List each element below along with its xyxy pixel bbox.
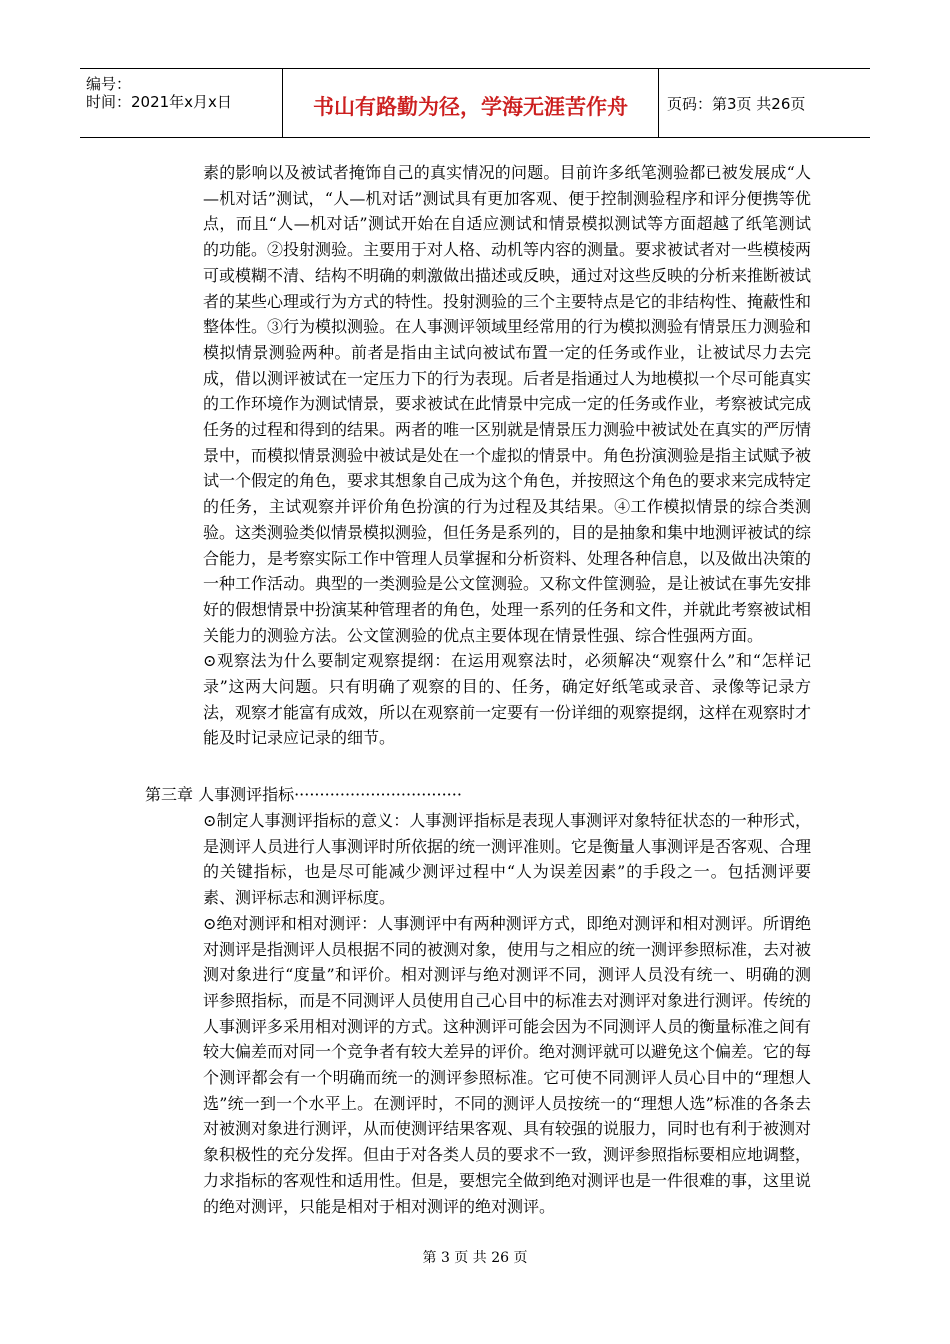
- header-page-label: 页码：第3页 共26页: [667, 95, 806, 113]
- chapter-heading: 第三章 人事测评指标·································: [145, 785, 462, 804]
- paragraph-test-methods: 素的影响以及被试者掩饰自己的真实情况的问题。目前许多纸笔测验都已被发展成“人—机对话”测试，“人—机对话”测试具有更加客观、便于控制测验程序和评分便携等优点，而且“人—机对话”测试开始在自适应测试和情景模拟测试等方面超越了纸笔测试的功能。②投射测验。主要用于对人格、动机等内容的测量。要求被试者对一些模棱两可或模糊不清、结构不明确的刺激做出描述或反映，通过对这些反映的分析来推断被试者的某些心理或行为方式的特性。投射测验的三个主要特点是它的非结构性、掩蔽性和整体性。③行为模拟测验。在人事测评领域里经常用的行为模拟测验有情景压力测验和模拟情景测验两种。前者是指由主试向被试布置一定的任务或作业，让被试尽力去完成，借以测评被试在一定压力下的行为表现。后者是指通过人为地模拟一个尽可能真实的工作环境作为测试情景，要求被试在此情景中完成一定的任务或作业，考察被试完成任务的过程和得到的结果。两者的唯一区别就是情景压力测验中被试处在真实的严厉情景中，而模拟情景测验中被试是处在一个虚拟的情景中。角色扮演测验是指主试赋予被试一个假定的角色，要求其想象自己成为这个角色，并按照这个角色的要求来完成特定的任务，主试观察并评价角色扮演的行为过程及其结果。④工作模拟情景的综合类测验。这类测验类似情景模拟测验，但任务是系列的，目的是抽象和集中地测评被试的综合能力，是考察实际工作中管理人员掌握和分析资料、处理各种信息，以及做出决策的一种工作活动。典型的一类测验是公文筐测验。又称文件筐测验，是让被试在事先安排好的假想情景中扮演某种管理者的角色，处理一系列的任务和文件，并就此考察被试相关能力的测验方法。公文筐测验的优点主要体现在情景性强、综合性强两方面。: [203, 163, 812, 645]
- header-motto-cell: [283, 69, 659, 137]
- header-time-label: 时间：2021年x月x日: [86, 93, 232, 111]
- header-number-label: 编号：: [86, 75, 132, 93]
- header-meta-cell: [80, 69, 283, 137]
- paragraph-absolute-relative: ⊙绝对测评和相对测评：人事测评中有两种测评方式，即绝对测评和相对测评。所谓绝对测评是指测评人员根据不同的被测对象，使用与之相应的统一测评参照标准，去对被测对象进行“度量”和评价。相对测评与绝对测评不同，测评人员没有统一、明确的测评参照指标，而是不同测评人员使用自己心目中的标准去对测评对象进行测评。传统的人事测评多采用相对测评的方式。这种测评可能会因为不同测评人员的衡量标准之间有较大偏差而对同一个竞争者有较大差异的评价。绝对测评就可以避免这个偏差。它的每个测评都会有一个明确而统一的测评参照标准。它可使不同测评人员心目中的“理想人选”统一到一个水平上。在测评时，不同的测评人员按统一的“理想人选”标准的各条去对被测对象进行测评，从而使测评结果客观、具有较强的说服力，同时也有利于被测对象积极性的充分发挥。但由于对各类人员的要求不一致，测评参照指标要相应地调整，力求指标的客观性和适用性。但是，要想完全做到绝对测评也是一件很难的事，这里说的绝对测评，只能是相对于相对测评的绝对测评。: [203, 913, 812, 1216]
- paragraph-indicator-meaning: ⊙制定人事测评指标的意义：人事测评指标是表现人事测评对象特征状态的一种形式，是测评人员进行人事测评时所依据的统一测评准则。它是衡量人事测评是否客观、合理的关键指标，也是尽可能减少测评过程中“人为误差因素”的手段之一。包括测评要素、测评标志和测评标度。: [203, 811, 812, 908]
- page-footer: 第 3 页 共 26 页: [422, 1250, 528, 1266]
- paragraph-observation-outline: ⊙观察法为什么要制定观察提纲：在运用观察法时，必须解决“观察什么”和“怎样记录”这两大问题。只有明确了观察的目的、任务，确定好纸笔或录音、录像等记录方法，观察才能富有成效，所以在观察前一定要有一份详细的观察提纲，这样在观察时才能及时记录应记录的细节。: [203, 651, 812, 748]
- page-header: [80, 68, 870, 138]
- body-text-bottom: [203, 808, 811, 1219]
- body-text-top: [203, 160, 811, 751]
- header-page-cell: [659, 69, 870, 137]
- header-motto: 书山有路勤为径，学海无涯苦作舟: [313, 95, 628, 119]
